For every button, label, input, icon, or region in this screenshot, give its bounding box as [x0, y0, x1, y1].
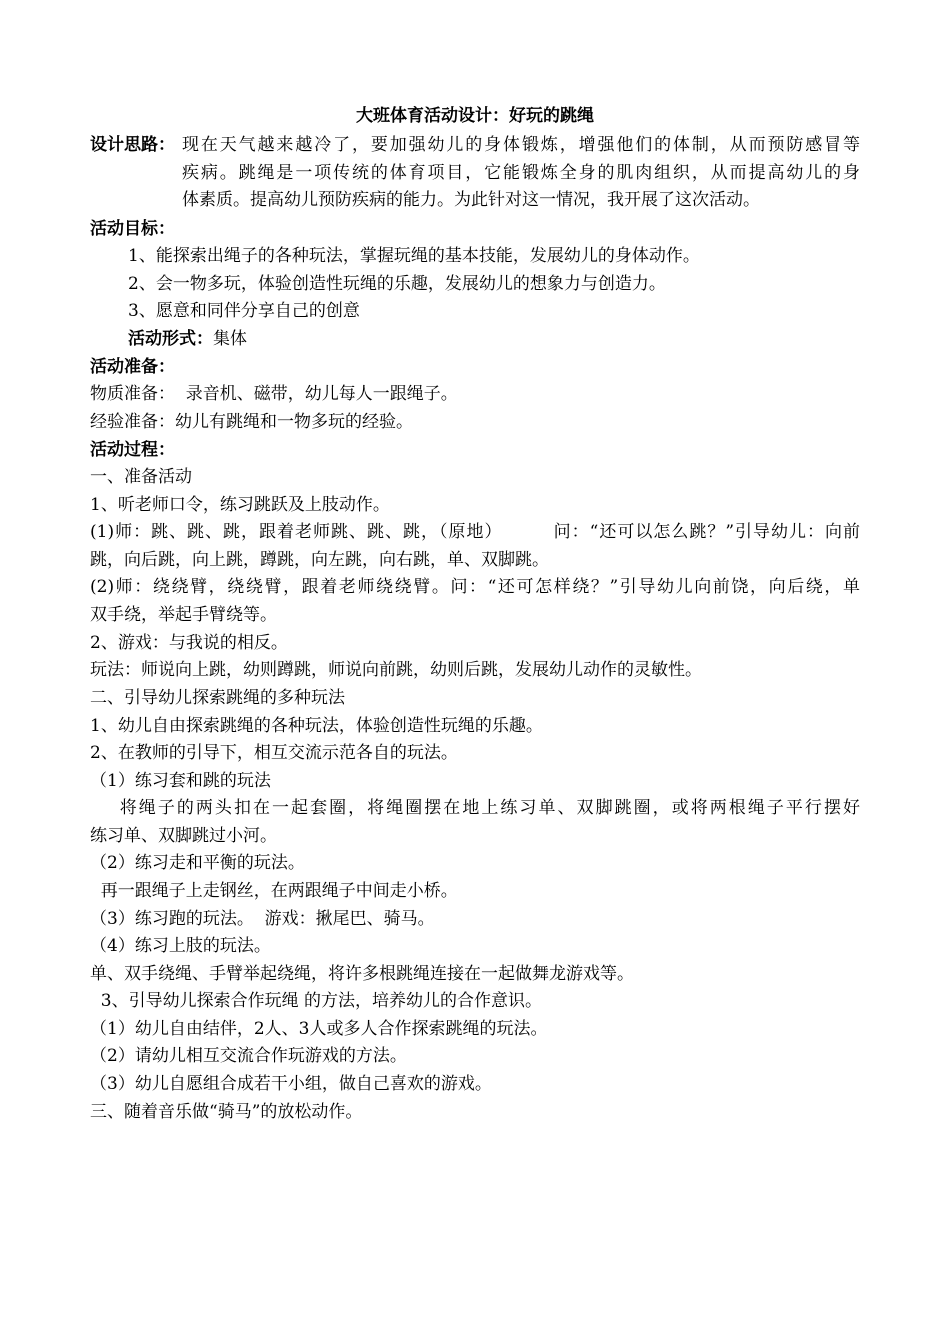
- process-line: （3）练习跑的玩法。 游戏：揪尾巴、骑马。: [90, 909, 435, 929]
- process-line: （2）请幼儿相互交流合作玩游戏的方法。: [90, 1046, 407, 1066]
- process-line: 一、准备活动: [90, 467, 192, 487]
- prep-experience: 经验准备：幼儿有跳绳和一物多玩的经验。: [90, 412, 413, 432]
- process-line: (2)师：绕绕臂，绕绕臂，跟着老师绕绕臂。问：“还可怎样绕？”引导幼儿向前饶，向后绕，单: [90, 577, 860, 597]
- process-line: （2）练习走和平衡的玩法。: [90, 853, 305, 873]
- goals-heading: 活动目标：: [90, 219, 175, 239]
- process-line: （1）幼儿自由结伴，2人、3人或多人合作探索跳绳的玩法。: [90, 1019, 548, 1039]
- process-line: （4）练习上肢的玩法。: [90, 936, 271, 956]
- goal-1: 1、能探索出绳子的各种玩法，掌握玩绳的基本技能，发展幼儿的身体动作。: [128, 246, 700, 266]
- process-line: 将绳子的两头扣在一起套圈，将绳圈摆在地上练习单、双脚跳圈，或将两根绳子平行摆好: [90, 798, 860, 818]
- process-line: (1)师：跳、跳、跳，跟着老师跳、跳、跳，（原地） 问：“还可以怎么跳？”引导幼儿：向前: [90, 522, 860, 542]
- process-heading: 活动过程：: [90, 440, 175, 460]
- process-line: 玩法：师说向上跳，幼则蹲跳，师说向前跳，幼则后跳，发展幼儿动作的灵敏性。: [90, 660, 702, 680]
- process-line: 二、引导幼儿探索跳绳的多种玩法: [90, 688, 345, 708]
- form-label: 活动形式：: [128, 329, 213, 349]
- process-line: 2、游戏：与我说的相反。: [90, 633, 288, 653]
- process-line: 3、引导幼儿探索合作玩绳 的方法，培养幼儿的合作意识。: [90, 991, 543, 1011]
- process-line: 再一跟绳子上走钢丝，在两跟绳子中间走小桥。: [90, 881, 458, 901]
- process-line: 三、随着音乐做“骑马”的放松动作。: [90, 1102, 363, 1122]
- form-value: 集体: [213, 329, 247, 349]
- process-line: 1、听老师口令，练习跳跃及上肢动作。: [90, 495, 390, 515]
- prep-heading: 活动准备：: [90, 357, 175, 377]
- design-line-1: 现在天气越来越冷了，要加强幼儿的身体锻炼，增强他们的体制，从而预防感冒等: [182, 135, 860, 155]
- process-line: 双手绕，举起手臂绕等。: [90, 605, 277, 625]
- design-line-2: 疾病。跳绳是一项传统的体育项目，它能锻炼全身的肌肉组织，从而提高幼儿的身: [182, 163, 860, 183]
- process-line: 单、双手绕绳、手臂举起绕绳，将许多根跳绳连接在一起做舞龙游戏等。: [90, 964, 634, 984]
- process-line: 1、幼儿自由探索跳绳的各种玩法，体验创造性玩绳的乐趣。: [90, 716, 543, 736]
- process-line: 跳，向后跳，向上跳，蹲跳，向左跳，向右跳，单、双脚跳。: [90, 550, 549, 570]
- process-line: 2、在教师的引导下，相互交流示范各自的玩法。: [90, 743, 458, 763]
- process-line: （3）幼儿自愿组合成若干小组，做自己喜欢的游戏。: [90, 1074, 492, 1094]
- design-line-3: 体素质。提高幼儿预防疾病的能力。为此针对这一情况，我开展了这次活动。: [182, 190, 760, 210]
- process-line: （1）练习套和跳的玩法: [90, 771, 271, 791]
- process-line: 练习单、双脚跳过小河。: [90, 826, 277, 846]
- design-label: 设计思路：: [90, 135, 175, 155]
- goal-3: 3、愿意和同伴分享自己的创意: [128, 301, 360, 321]
- goal-2: 2、会一物多玩，体验创造性玩绳的乐趣，发展幼儿的想象力与创造力。: [128, 274, 666, 294]
- prep-material: 物质准备： 录音机、磁带，幼儿每人一跟绳子。: [90, 384, 458, 404]
- document-title: 大班体育活动设计：好玩的跳绳: [356, 106, 594, 126]
- activity-form: [128, 325, 247, 353]
